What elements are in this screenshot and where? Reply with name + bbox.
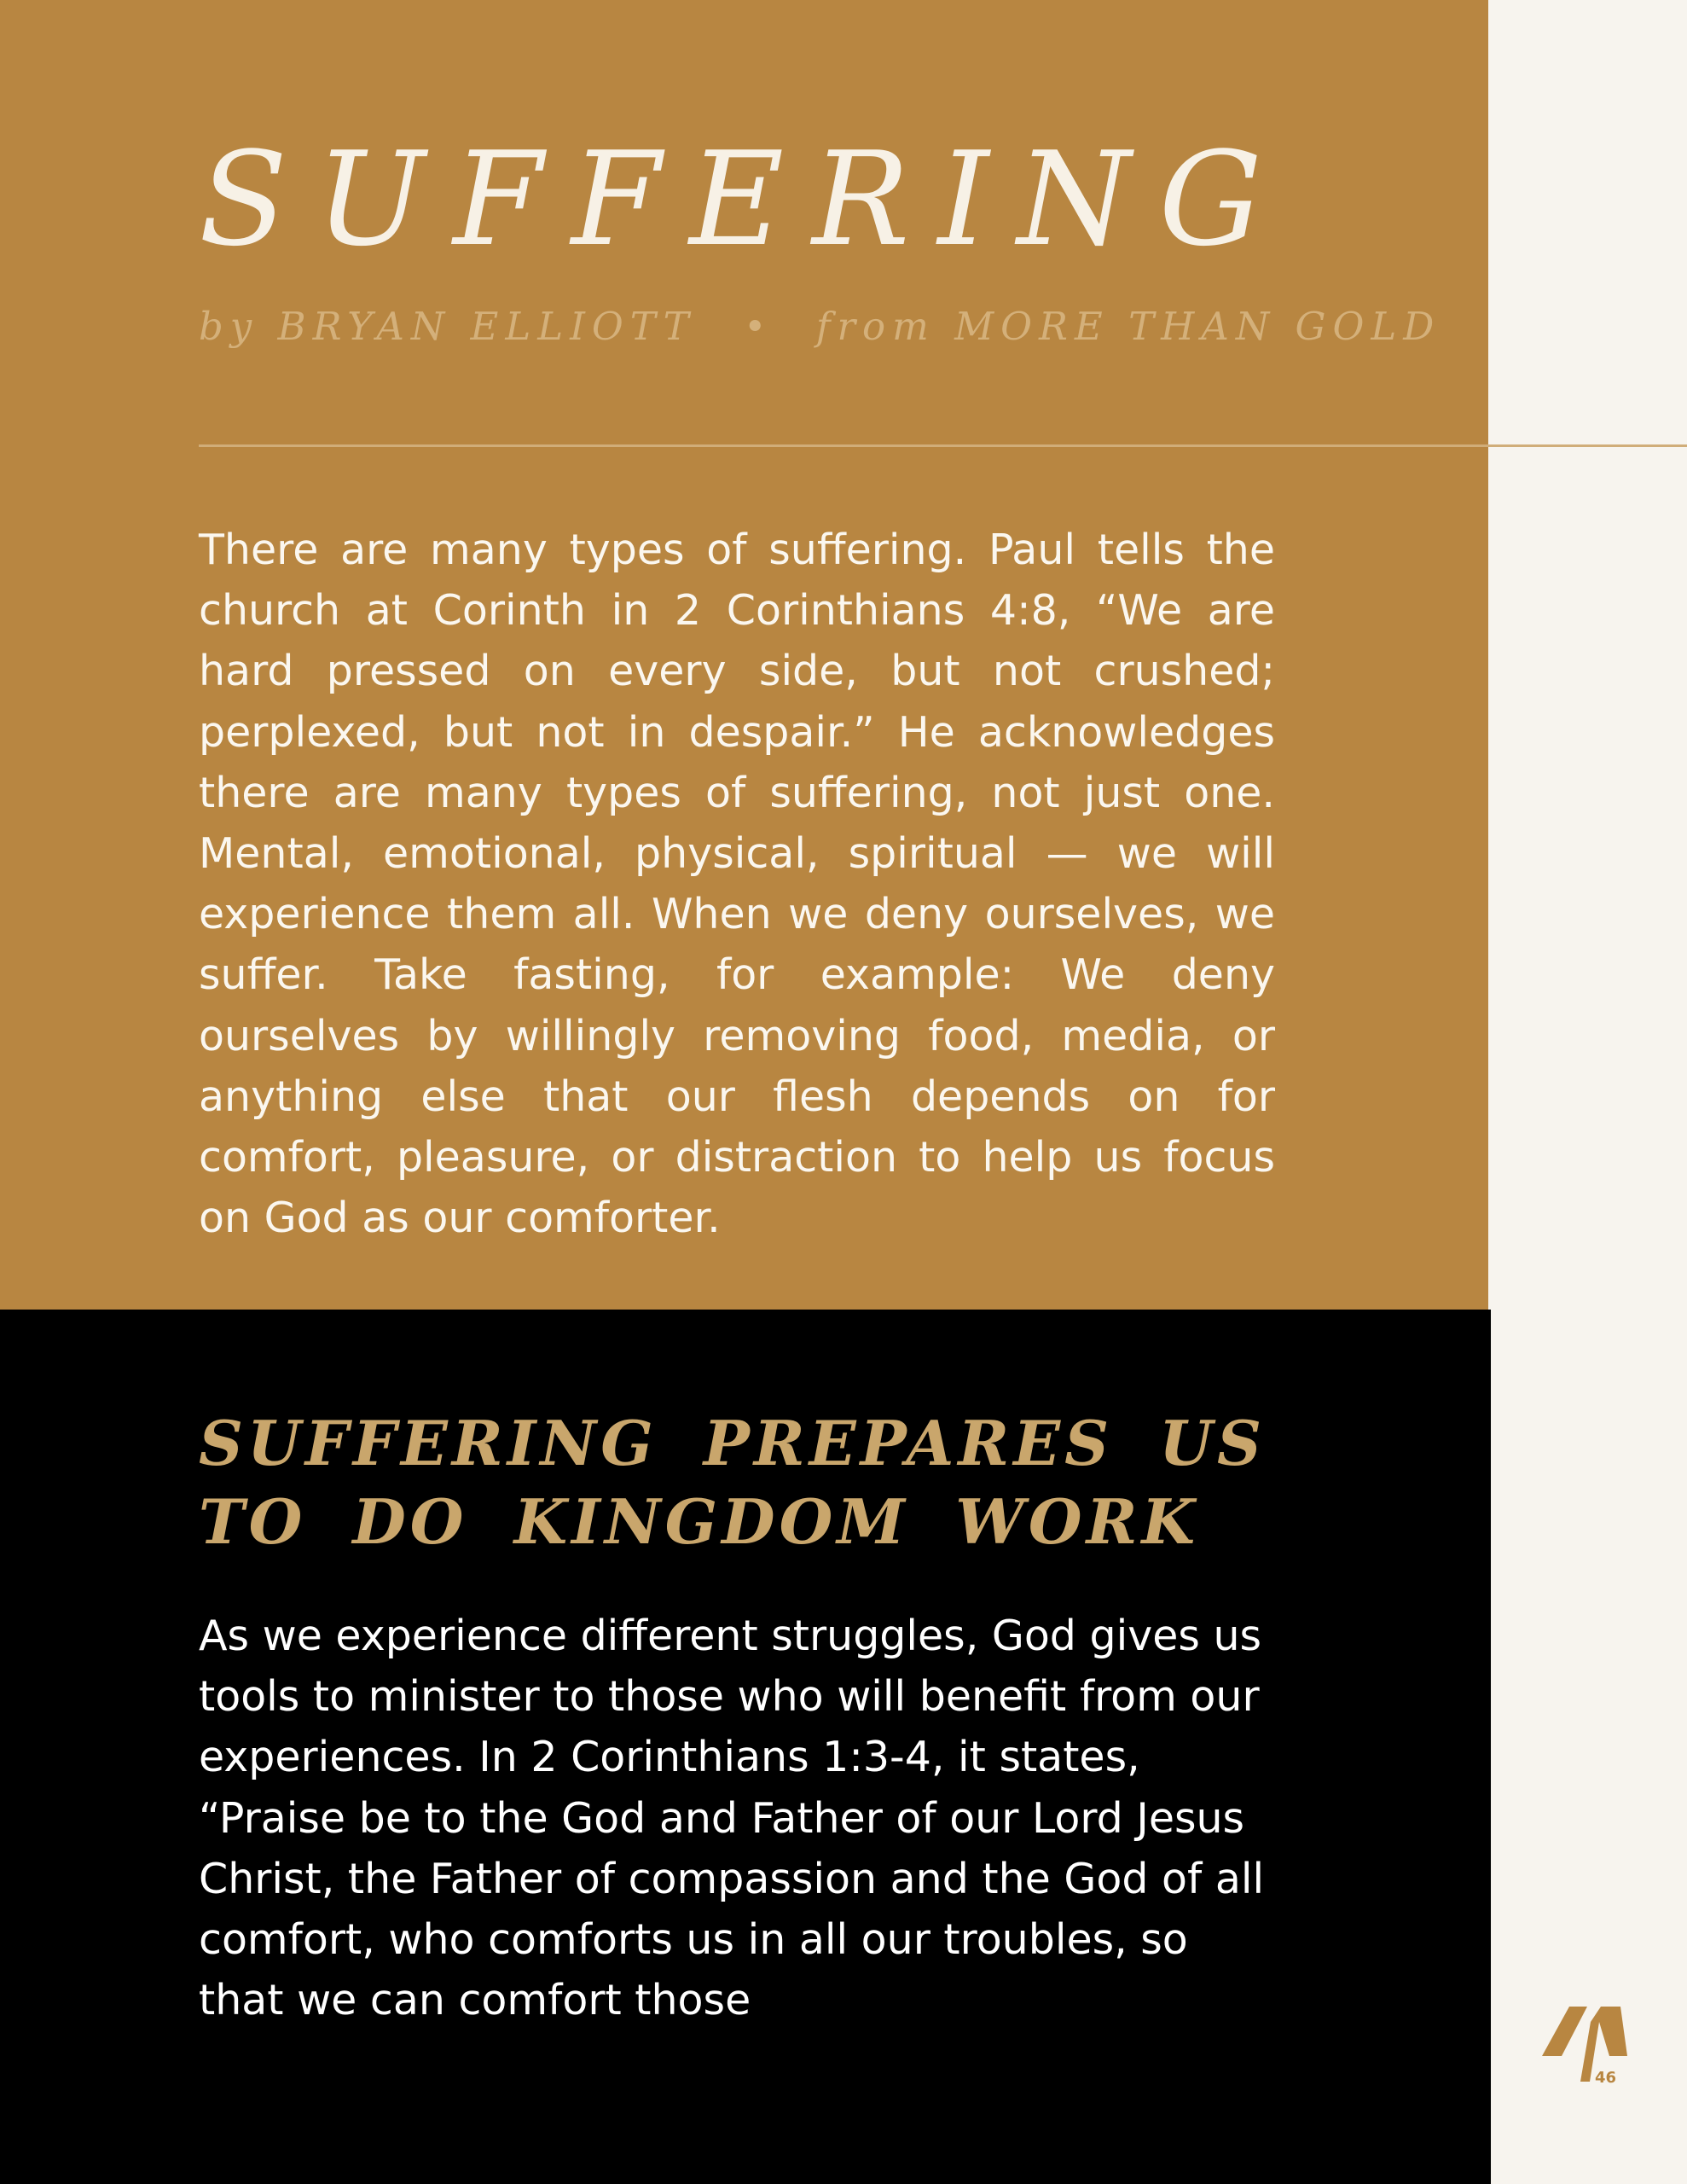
byline xyxy=(199,304,1441,349)
byline-separator: • xyxy=(743,304,774,349)
source-prefix: from xyxy=(815,304,936,349)
section-heading: SUFFERING PREPARES US TO DO KINGDOM WORK xyxy=(199,1407,1266,1558)
section-body: As we experience different struggles, God gives us tools to minister to those who will benefit from our experiences. In 2 Corinthians 1:3-4, it states, “Praise be to the God and Father of our Lord Jesus Christ, the Father of compassion and the God of all comfort, who comforts us in all our troubles, so that we can comfort those xyxy=(199,1612,1265,2025)
author-prefix: by xyxy=(199,304,259,349)
author-name: BRYAN ELLIOTT xyxy=(277,304,696,349)
intro-paragraph: There are many types of suffering. Paul tells the church at Corinth in 2 Corinthians 4:8, “We are hard pressed on every side, but not crushed; perplexed, but not in despair.” He acknowledges there are many types of suffering, not just one. Mental, emotional, physical, spiritual — we will experience them all. When we deny ourselves, we suffer. Take fasting, for example: We deny ourselves by willingly removing food, media, or anything else that our flesh depends on for comfort, pleasure, or distraction to help us focus on God as our comforter. xyxy=(199,526,1275,1243)
page-number: 46 xyxy=(1595,2069,1617,2087)
source-title: MORE THAN GOLD xyxy=(954,304,1441,349)
page-title: SUFFERING xyxy=(199,124,1291,275)
divider-line xyxy=(199,444,1687,447)
